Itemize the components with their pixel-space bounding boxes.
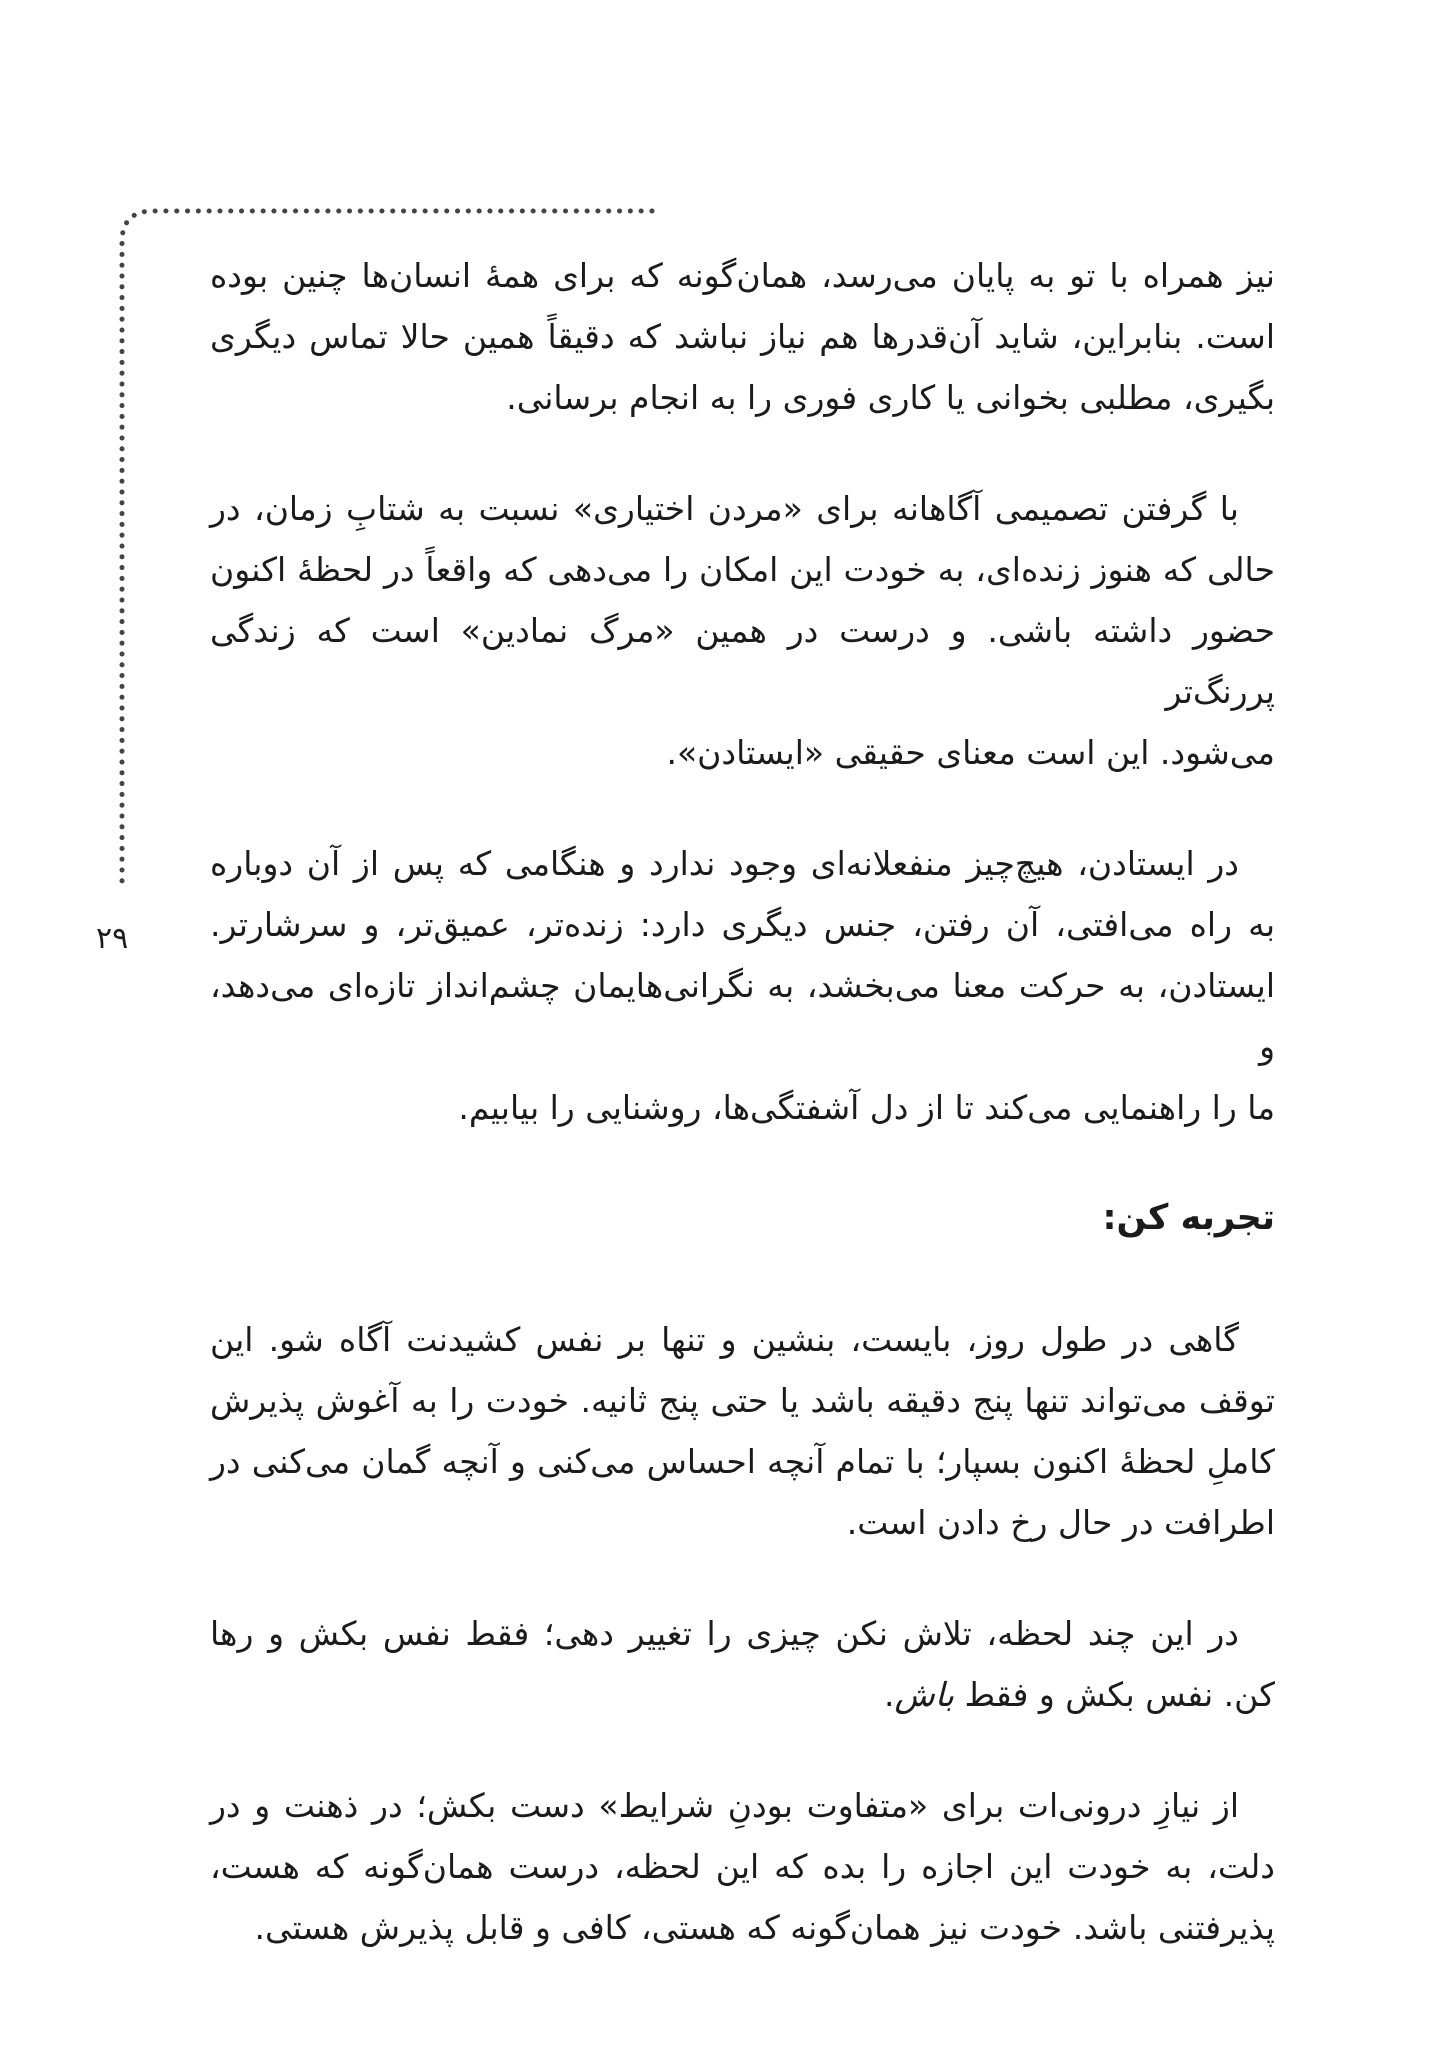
text-line: توقف می‌تواند تنها پنج دقیقه باشد یا حتی پنج ثانیه. خودت را به آغوش پذیرش [210, 1381, 1275, 1420]
paragraph [210, 478, 1275, 783]
text-line: پذیرفتنی باشد. خودت نیز همان‌گونه که هستی، کافی و قابل پذیرش هستی. [254, 1908, 1275, 1947]
text-line: حالی که هنوز زنده‌ای، به خودت این امکان را می‌دهی که واقعاً در لحظهٔ اکنون [210, 550, 1275, 589]
paragraph [210, 833, 1275, 1138]
text-line: به راه می‌افتی، آن رفتن، جنس دیگری دارد: زنده‌تر، عمیق‌تر، و سرشارتر. [210, 905, 1275, 944]
paragraph [210, 1309, 1275, 1553]
text-line: دلت، به خودت این اجازه را بده که این لحظه، درست همان‌گونه که هست، [210, 1847, 1275, 1886]
text-line: است. بنابراین، شاید آن‌قدرها هم نیاز نباشد که دقیقاً همین حالا تماس دیگری [210, 317, 1275, 356]
text-line: در ایستادن، هیچ‌چیز منفعلانه‌ای وجود ندارد و هنگامی که پس از آن دوباره [210, 844, 1239, 883]
text-line: اطرافت در حال رخ دادن است. [846, 1503, 1275, 1542]
paragraph [210, 1775, 1275, 1958]
text-line: ایستادن، به حرکت معنا می‌بخشد، به نگرانی‌هایمان چشم‌انداز تازه‌ای می‌دهد، و [210, 966, 1275, 1066]
text-line: بگیری، مطلبی بخوانی یا کاری فوری را به انجام برسانی. [506, 378, 1275, 417]
text-line: می‌شود. این است معنای حقیقی «ایستادن». [666, 733, 1275, 772]
emphasized-word: باش [894, 1675, 955, 1714]
text-line: گاهی در طول روز، بایست، بنشین و تنها بر نفس کشیدنت آگاه شو. این [210, 1320, 1239, 1359]
text-line: کن. نفس بکش و فقط باش. [884, 1675, 1275, 1714]
text-line: نیز همراه با تو به پایان می‌رسد، همان‌گونه که برای همهٔ انسان‌ها چنین بوده [210, 256, 1275, 295]
paragraph [210, 1603, 1275, 1725]
text-line: ما را راهنمایی می‌کند تا از دل آشفتگی‌ها، روشنایی را بیابیم. [458, 1088, 1275, 1127]
text-line: با گرفتن تصمیمی آگاهانه برای «مردن اختیاری» نسبت به شتابِ زمان، در [210, 489, 1239, 528]
text-line: حضور داشته باشی. و درست در همین «مرگ نمادین» است که زندگی پررنگ‌تر [210, 611, 1275, 711]
section-heading: تجربه کن: [1102, 1198, 1275, 1238]
paragraph [210, 245, 1275, 428]
page-number: ۲۹ [96, 921, 129, 956]
text-line: از نیازِ درونی‌ات برای «متفاوت بودنِ شرایط» دست بکش؛ در ذهنت و در [210, 1786, 1239, 1825]
text-line: در این چند لحظه، تلاش نکن چیزی را تغییر دهی؛ فقط نفس بکش و رها [210, 1614, 1239, 1653]
page-text [210, 245, 1275, 2008]
text-line: کاملِ لحظهٔ اکنون بسپار؛ با تمام آنچه احساس می‌کنی و آنچه گمان می‌کنی در [210, 1442, 1275, 1481]
